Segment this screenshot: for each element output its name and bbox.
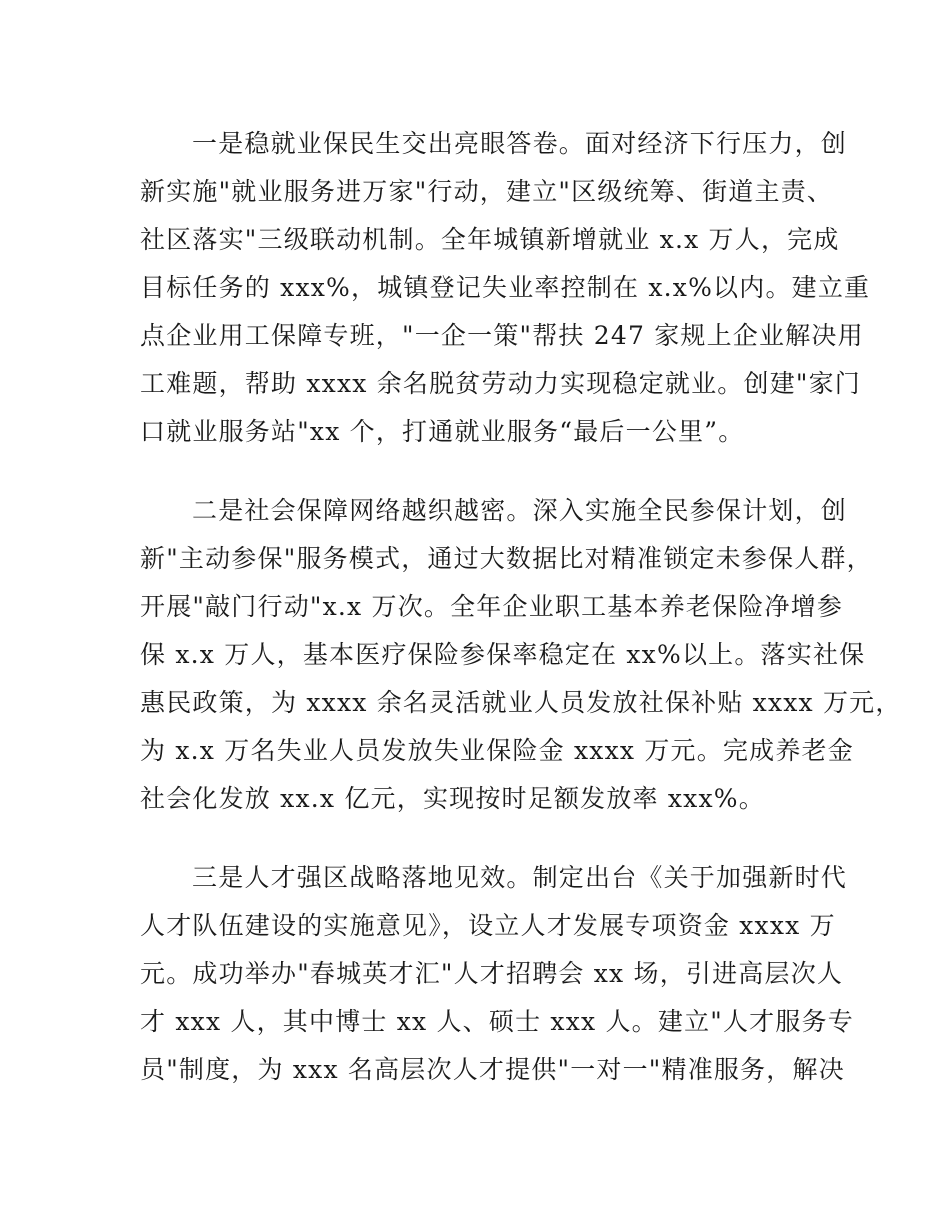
text-line: 口就业服务站"xx 个，打通就业服务“最后一公里”。 xyxy=(140,417,745,446)
text-line: 社会化发放 xx.x 亿元，实现按时足额发放率 xxx%。 xyxy=(140,784,765,813)
text-line: 元。成功举办"春城英才汇"人才招聘会 xx 场，引进高层次人 xyxy=(140,959,844,988)
text-line: 目标任务的 xxx%，城镇登记失业率控制在 x.x%以内。建立重 xyxy=(140,273,871,302)
text-line: 新实施"就业服务进万家"行动，建立"区级统筹、街道主责、 xyxy=(140,177,834,206)
text-line: 三是人才强区战略落地见效。制定出台《关于加强新时代 xyxy=(192,863,848,892)
text-line: 惠民政策，为 xxxx 余名灵活就业人员发放社保补贴 xxxx 万元， xyxy=(140,688,902,717)
text-line: 为 x.x 万名失业人员发放失业保险金 xxxx 万元。完成养老金 xyxy=(140,736,854,765)
paragraph-employment xyxy=(140,120,871,456)
text-line: 工难题，帮助 xxxx 余名脱贫劳动力实现稳定就业。创建"家门 xyxy=(140,369,861,398)
text-line: 员"制度，为 xxx 名高层次人才提供"一对一"精准服务，解决 xyxy=(140,1055,845,1084)
text-line: 开展"敲门行动"x.x 万次。全年企业职工基本养老保险净增参 xyxy=(140,592,844,621)
text-line: 点企业用工保障专班，"一企一策"帮扶 247 家规上企业解决用 xyxy=(140,321,864,350)
text-line: 社区落实"三级联动机制。全年城镇新增就业 x.x 万人，完成 xyxy=(140,225,840,254)
text-line: 一是稳就业保民生交出亮眼答卷。面对经济下行压力，创 xyxy=(192,129,848,158)
text-line: 保 x.x 万人，基本医疗保险参保率稳定在 xx%以上。落实社保 xyxy=(140,640,866,669)
text-line: 新"主动参保"服务模式，通过大数据比对精准锁定未参保人群， xyxy=(140,544,873,573)
paragraph-social-security xyxy=(140,487,902,823)
text-line: 二是社会保障网络越织越密。深入实施全民参保计划，创 xyxy=(192,496,848,525)
paragraph-talent xyxy=(140,854,854,1094)
document-page xyxy=(140,120,902,1125)
text-line: 才 xxx 人，其中博士 xx 人、硕士 xxx 人。建立"人才服务专 xyxy=(140,1007,854,1036)
text-line: 人才队伍建设的实施意见》，设立人才发展专项资金 xxxx 万 xyxy=(140,911,836,940)
